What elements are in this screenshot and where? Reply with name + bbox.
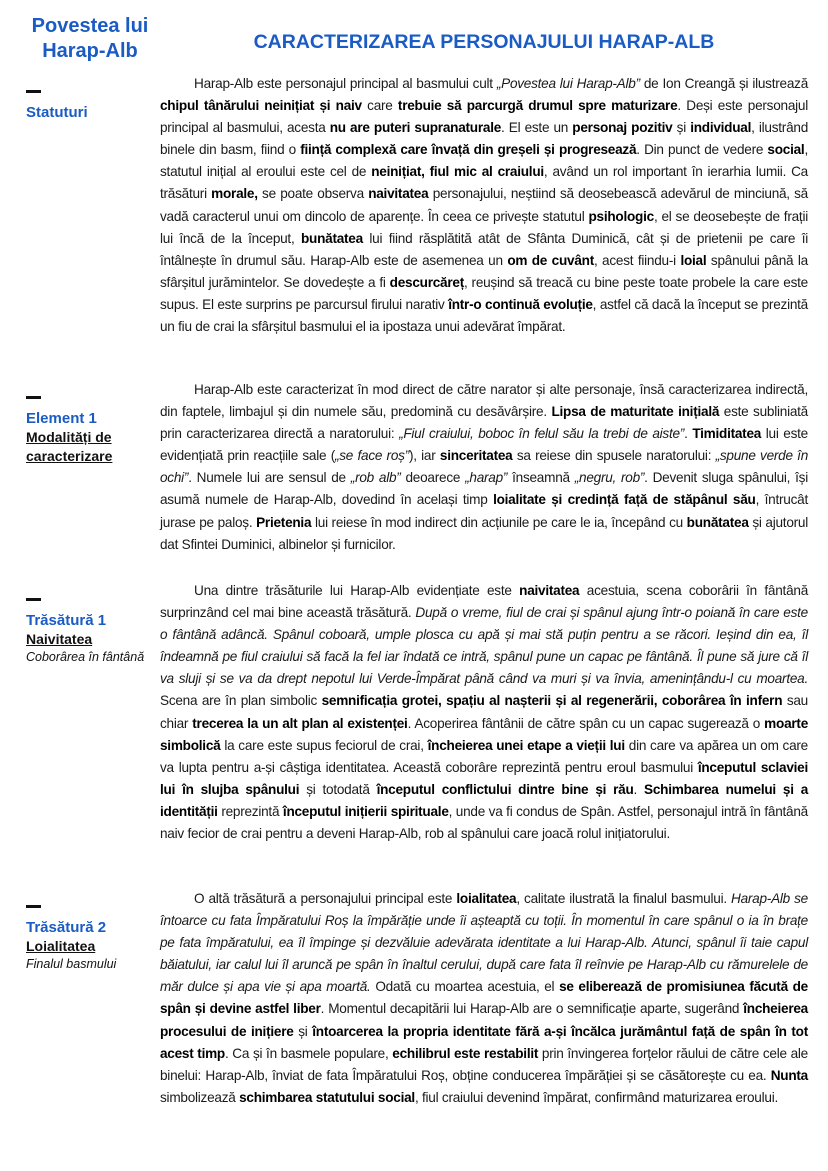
emphasis-bold: om de cuvânt <box>507 252 594 268</box>
quotation-italic: „se face roș” <box>334 448 409 464</box>
text-run: la care este supus feciorul de crai, <box>220 737 428 753</box>
side-sublabel: Naivitatea <box>26 631 93 647</box>
text-run: de Ion Creangă și ilustrează <box>639 76 808 91</box>
text-run: . Acoperirea fântânii de către spân cu un capac sugerează o <box>407 715 765 731</box>
quotation-italic: „rob alb” <box>350 470 401 486</box>
emphasis-bold: loialitatea <box>456 891 517 906</box>
emphasis-bold: Timiditatea <box>692 426 762 442</box>
text-run: Odată cu moartea acestuia, el <box>370 979 560 995</box>
text-run: , fiul craiului devenind împărat, confirmând maturizarea eroului. <box>414 1089 778 1105</box>
emphasis-bold: neinițiat, fiul mic al craiului <box>371 164 544 180</box>
emphasis-bold: loialitate și credință față de stăpânul său <box>493 492 756 508</box>
text-run: și ajutorul dat Sfintei Duminici, albinelor și furnicilor. <box>160 514 808 552</box>
text-run: , având un rol important în ierarhia lumii. Ca trăsături <box>160 164 808 202</box>
text-run: . <box>684 426 693 442</box>
text-run: acestuia, scena coborârii în fântână surprinzând cel mai bine această trăsătură. <box>160 583 809 621</box>
dash-marker-icon <box>26 598 41 601</box>
emphasis-bold: trecerea la un alt plan al existenței <box>192 715 408 731</box>
text-run: prin învingerea forțelor răului de către cele ale binelui: Harap-Alb, înviat de fata Împăratului Roș, obține conducerea împărăției și se căsătorește cu ea. <box>160 1045 808 1083</box>
text-run: spânului până la sfârșitul jurămintelor. Se dovedește a fi <box>160 252 808 290</box>
text-run: Scena are în plan simbolic <box>160 693 322 709</box>
text-run: sau chiar <box>160 693 808 731</box>
emphasis-bold: Lipsa de maturitate inițială <box>551 404 720 420</box>
text-run: . Devenit sluga spânului, își asumă numele de Harap-Alb, dovedind în același timp <box>160 470 808 508</box>
text-run: din care va apărea un om care va lupta pentru a-și câștiga identitatea. Această coborâre reprezintă pentru eroul basmului <box>160 737 808 775</box>
emphasis-bold: întoarcerea la propria identitate fără a-și încălca jurământul față de spân în tot acest timp <box>160 1023 808 1061</box>
emphasis-bold: personaj pozitiv <box>572 120 673 136</box>
text-run: , astfel că dacă la început se prezintă un fiu de crai la sfârșitul basmului el ia ipostaza unui adevărat împărat. <box>160 296 808 335</box>
text-run: și <box>672 120 691 136</box>
dash-marker-icon <box>26 905 41 908</box>
emphasis-bold: încheierea procesului de inițiere <box>160 1001 808 1039</box>
side-heading-trasatura-1 <box>26 598 158 666</box>
paragraph-statuturi <box>160 73 808 338</box>
emphasis-bold: încheierea unei etape a vieții lui <box>427 737 625 753</box>
text-run: simbolizează <box>160 1089 240 1105</box>
side-title: Povestea lui Harap-Alb <box>31 15 149 62</box>
text-run: . Momentul decapitării lui Harap-Alb are o semnificație aparte, sugerând <box>320 1001 744 1017</box>
emphasis-bold: social <box>767 142 805 158</box>
emphasis-bold: moarte simbolică <box>160 715 808 753</box>
quotation-italic: Harap-Alb se întoarce cu fata Împăratului Roș la împărăție unde îi așteaptă cu toții. În momentul în care spânul o ia în brațe pe fata împăratului, ea îl împinge și dezvăluie adevărata identitate a lui Harap-Alb. Atunci, spânul îi taie capul băiatului, iar calul lui îl aruncă pe spân în înaltul cerului, după care fata îl reînvie pe Harap-Alb cu rămurelele de măr dulce și apa vie și apa moartă. <box>160 891 808 995</box>
emphasis-bold: începutul conflictului dintre bine și rău <box>376 781 634 797</box>
side-heading-trasatura-2 <box>26 905 158 973</box>
side-note: Finalul basmului <box>26 957 117 971</box>
text-run: sa reiese din spusele naratorului: <box>512 448 716 464</box>
text-run: se poate observa <box>257 186 369 202</box>
emphasis-bold: trebuie să parcurgă drumul spre maturizare <box>397 98 678 114</box>
text-run: . Din punct de vedere <box>636 142 768 158</box>
text-run: reprezintă <box>217 803 283 819</box>
quotation-italic: „negru, rob” <box>574 470 645 486</box>
side-sublabel: Loialitatea <box>26 938 96 954</box>
emphasis-bold: Prietenia <box>256 514 312 530</box>
text-run: Harap-Alb este caracterizat în mod direct de către narator și alte personaje, însă caracterizarea indirectă, din faptele, limbajul și din numele său, predomină cu desăvârșire. <box>160 382 808 420</box>
text-run: . <box>633 781 645 797</box>
emphasis-bold: într-o continuă evoluție <box>448 296 593 312</box>
text-run: lui este evidențiată prin reacțiile sale ( <box>160 426 808 464</box>
text-run: , statutul inițial al eroului este cel de <box>160 142 808 180</box>
emphasis-bold: psihologic <box>588 208 654 224</box>
text-run: . Numele lui are sensul de <box>188 470 351 486</box>
text-run: O altă trăsătură a personajului principal este <box>194 891 457 906</box>
side-label: Trăsătură 2 <box>26 919 107 936</box>
text-run: , calitate ilustrată la finalul basmului. <box>516 891 732 906</box>
quotation-italic: „harap” <box>465 470 508 486</box>
emphasis-bold: morale, <box>211 186 258 202</box>
emphasis-bold: începutul inițierii spirituale <box>282 803 449 819</box>
emphasis-bold: sinceritatea <box>439 448 513 464</box>
emphasis-bold: schimbarea statutului social <box>239 1089 415 1105</box>
emphasis-bold: individual <box>690 120 752 136</box>
text-run: . Deși este personajul principal al basmului, acesta <box>160 98 808 136</box>
emphasis-bold: ființă complexă care învață din greșeli și progresează <box>300 142 637 158</box>
emphasis-bold: Nunta <box>770 1067 808 1083</box>
text-run: și totodată <box>299 781 377 797</box>
side-heading-element-1 <box>26 396 158 466</box>
text-run: Harap-Alb este personajul principal al basmului cult <box>194 76 497 91</box>
emphasis-bold: descurcăreț <box>389 274 464 290</box>
text-run: personajului, neștiind să deosebească adevărul de minciună, să vadă caracterul unui om dincolo de aparențe. În ceea ce privește statutul <box>160 186 808 224</box>
text-run: , el se deosebește de frații lui încă de la început, <box>160 208 808 246</box>
text-run: , întrucât jurase pe paloș. <box>160 492 808 530</box>
paragraph-trasatura-2 <box>160 888 808 1109</box>
text-run: . Ca și în basmele populare, <box>225 1045 393 1061</box>
text-run: este subliniată prin caracterizarea directă a naratorului: <box>160 404 808 442</box>
side-heading-statuturi <box>26 90 158 122</box>
side-note: Coborârea în fântână <box>26 650 145 664</box>
emphasis-bold: Schimbarea numelui și a identității <box>160 781 808 819</box>
dash-marker-icon <box>26 90 41 93</box>
text-run: , reușind să treacă cu bine peste toate probele la care este supus. El este surprins pe parcursul firului narativ <box>160 274 808 312</box>
emphasis-bold: nu are puteri supranaturale <box>329 120 502 136</box>
emphasis-bold: semnificația grotei, spațiu al nașterii și al regenerării, coborârea în infern <box>321 693 783 709</box>
emphasis-bold: începutul sclaviei lui în slujba spânului <box>160 759 809 797</box>
text-run: lui fiind răsplătită atât de Sfânta Duminică, cât și de prietenii pe care îi întâlnește în drumul său. Harap-Alb este de asemenea un <box>160 230 809 268</box>
emphasis-bold: echilibrul este restabilit <box>392 1045 539 1061</box>
emphasis-bold: bunătatea <box>300 230 363 246</box>
page-title: CARACTERIZAREA PERSONAJULUI HARAP-ALB <box>253 31 715 53</box>
quotation-italic: „Fiul craiului, boboc în felul său la trebi de aiste” <box>399 426 685 442</box>
text-run: Una dintre trăsăturile lui Harap-Alb evidențiate este <box>194 583 520 598</box>
text-run: . El este un <box>501 120 573 136</box>
paragraph-element-1 <box>160 379 808 556</box>
quotation-italic: „spune verde în ochi” <box>160 448 809 486</box>
text-run: lui reiese în mod indirect din acțiunile pe care le ia, începând cu <box>311 514 687 530</box>
side-sublabel: Modalități de caracterizare <box>26 429 113 464</box>
side-label: Statuturi <box>26 104 88 121</box>
text-run: deoarece <box>400 470 466 486</box>
emphasis-bold: se eliberează de promisiunea făcută de spân și devine astfel liber <box>160 979 808 1017</box>
text-run: ), iar <box>408 448 440 464</box>
dash-marker-icon <box>26 396 41 399</box>
emphasis-bold: naivitatea <box>368 186 429 202</box>
text-run: , acest fiindu-i <box>593 252 681 268</box>
side-label: Element 1 <box>26 410 97 427</box>
emphasis-bold: chipul tânărului neinițiat și naiv <box>160 98 362 114</box>
text-run: , ilustrând binele din basm, fiind o <box>160 120 809 158</box>
text-run: și <box>293 1023 313 1039</box>
text-run: înseamnă <box>507 470 575 486</box>
side-label: Trăsătură 1 <box>26 612 107 629</box>
paragraph-trasatura-1 <box>160 580 808 845</box>
text-run: care <box>361 98 398 114</box>
text-run: , unde va fi condus de Spân. Astfel, personajul intră în fântână naiv fecior de crai pentru a deveni Harap-Alb, rob al spânului care joacă rolul inițiatorului. <box>160 803 808 842</box>
quotation-italic: După o vreme, fiul de crai și spânul ajung într-o poiană în care este o fântână adâncă. Spânul coboară, umple plosca cu apă și mai stă puțin pentru a se răcori. Ieșind din ea, îl îndeamnă pe fiul craiului să facă la fel iar îndată ce intră, spânul pune un capac pe fântână. Îl pune să jure că îl va sluji și se va da drept nepotul lui Verde-Împărat până când va muri și va învia, amenințându-l cu moartea. <box>160 605 808 687</box>
emphasis-bold: loial <box>680 252 707 268</box>
quotation-italic: „Povestea lui Harap-Alb” <box>496 76 640 91</box>
emphasis-bold: naivitatea <box>519 583 580 598</box>
emphasis-bold: bunătatea <box>686 514 749 530</box>
